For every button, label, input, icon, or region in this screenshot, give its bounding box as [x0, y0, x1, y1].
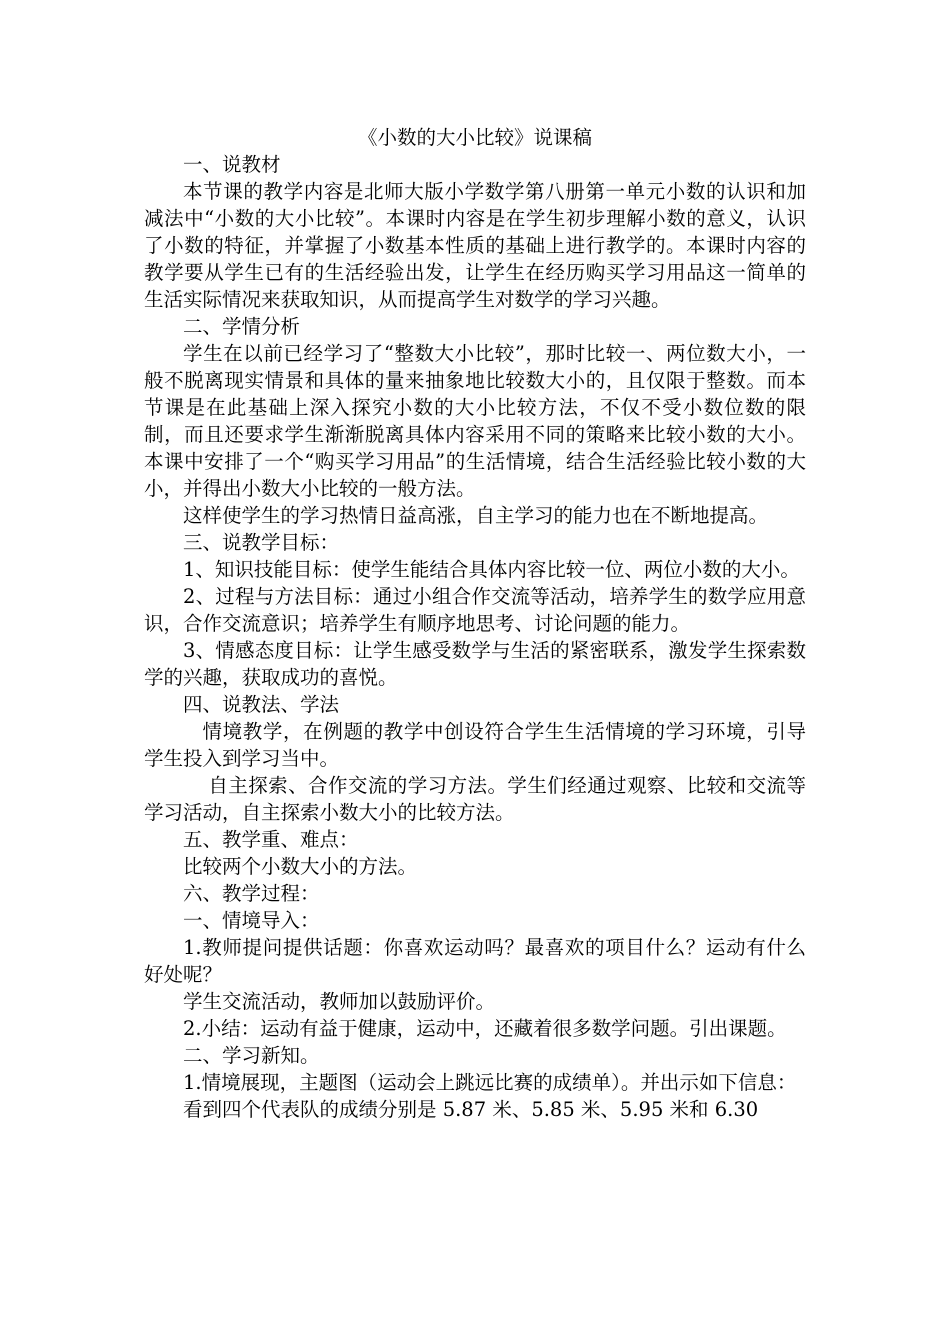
- paragraph: 3、情感态度目标：让学生感受数学与生活的紧密联系，激发学生探索数学的兴趣，获取成功的喜悦。: [144, 639, 806, 689]
- paragraph: 自主探索、合作交流的学习方法。学生们经通过观察、比较和交流等学习活动，自主探索小数大小的比较方法。: [144, 774, 806, 824]
- paragraph: 四、说教法、学法: [183, 693, 340, 716]
- paragraph: 一、情境导入：: [183, 909, 320, 932]
- document-title: 《小数的大小比较》说课稿: [357, 126, 592, 149]
- paragraph: 看到四个代表队的成绩分别是 5.87 米、5.85 米、5.95 米和 6.30: [183, 1098, 759, 1121]
- paragraph: 三、说教学目标：: [183, 531, 340, 554]
- paragraph: 一、说教材: [183, 153, 281, 176]
- paragraph: 1.教师提问提供话题：你喜欢运动吗？最喜欢的项目什么？运动有什么好处呢？: [144, 936, 806, 986]
- paragraph: 学生交流活动，教师加以鼓励评价。: [183, 990, 496, 1013]
- paragraph: 二、学情分析: [183, 315, 301, 338]
- document-body: [144, 124, 806, 1123]
- paragraph: 五、教学重、难点：: [183, 828, 359, 851]
- paragraph: 学生在以前已经学习了“整数大小比较”，那时比较一、两位数大小，一般不脱离现实情景和具体的量来抽象地比较数大小的，且仅限于整数。而本节课是在此基础上深入探究小数的大小比较方法，不仅不受小数位数的限制，而且还要求学生渐渐脱离具体内容采用不同的策略来比较小数的大小。本课中安排了一个“购买学习用品”的生活情境，结合生活经验比较小数的大小，并得出小数大小比较的一般方法。: [144, 342, 806, 500]
- paragraph: 1、知识技能目标：使学生能结合具体内容比较一位、两位小数的大小。: [183, 558, 800, 581]
- paragraph: 2.小结：运动有益于健康，运动中，还藏着很多数学问题。引出课题。: [183, 1017, 787, 1040]
- paragraph: 六、教学过程：: [183, 882, 320, 905]
- paragraph: 情境教学，在例题的教学中创设符合学生生活情境的学习环境，引导学生投入到学习当中。: [144, 720, 806, 770]
- paragraph: 2、过程与方法目标：通过小组合作交流等活动，培养学生的数学应用意识，合作交流意识；培养学生有顺序地思考、讨论问题的能力。: [144, 585, 806, 635]
- paragraph: 比较两个小数大小的方法。: [183, 855, 418, 878]
- paragraph: 这样使学生的学习热情日益高涨，自主学习的能力也在不断地提高。: [183, 504, 769, 527]
- paragraph: 本节课的教学内容是北师大版小学数学第八册第一单元小数的认识和加减法中“小数的大小比较”。本课时内容是在学生初步理解小数的意义，认识了小数的特征，并掌握了小数基本性质的基础上进行教学的。本课时内容的教学要从学生已有的生活经验出发，让学生在经历购买学习用品这一简单的生活实际情况来获取知识，从而提高学生对数学的学习兴趣。: [144, 180, 806, 311]
- paragraph: 二、学习新知。: [183, 1044, 320, 1067]
- paragraph: 1.情境展现，主题图（运动会上跳远比赛的成绩单）。并出示如下信息：: [183, 1071, 797, 1094]
- paragraph-list: [144, 151, 806, 1123]
